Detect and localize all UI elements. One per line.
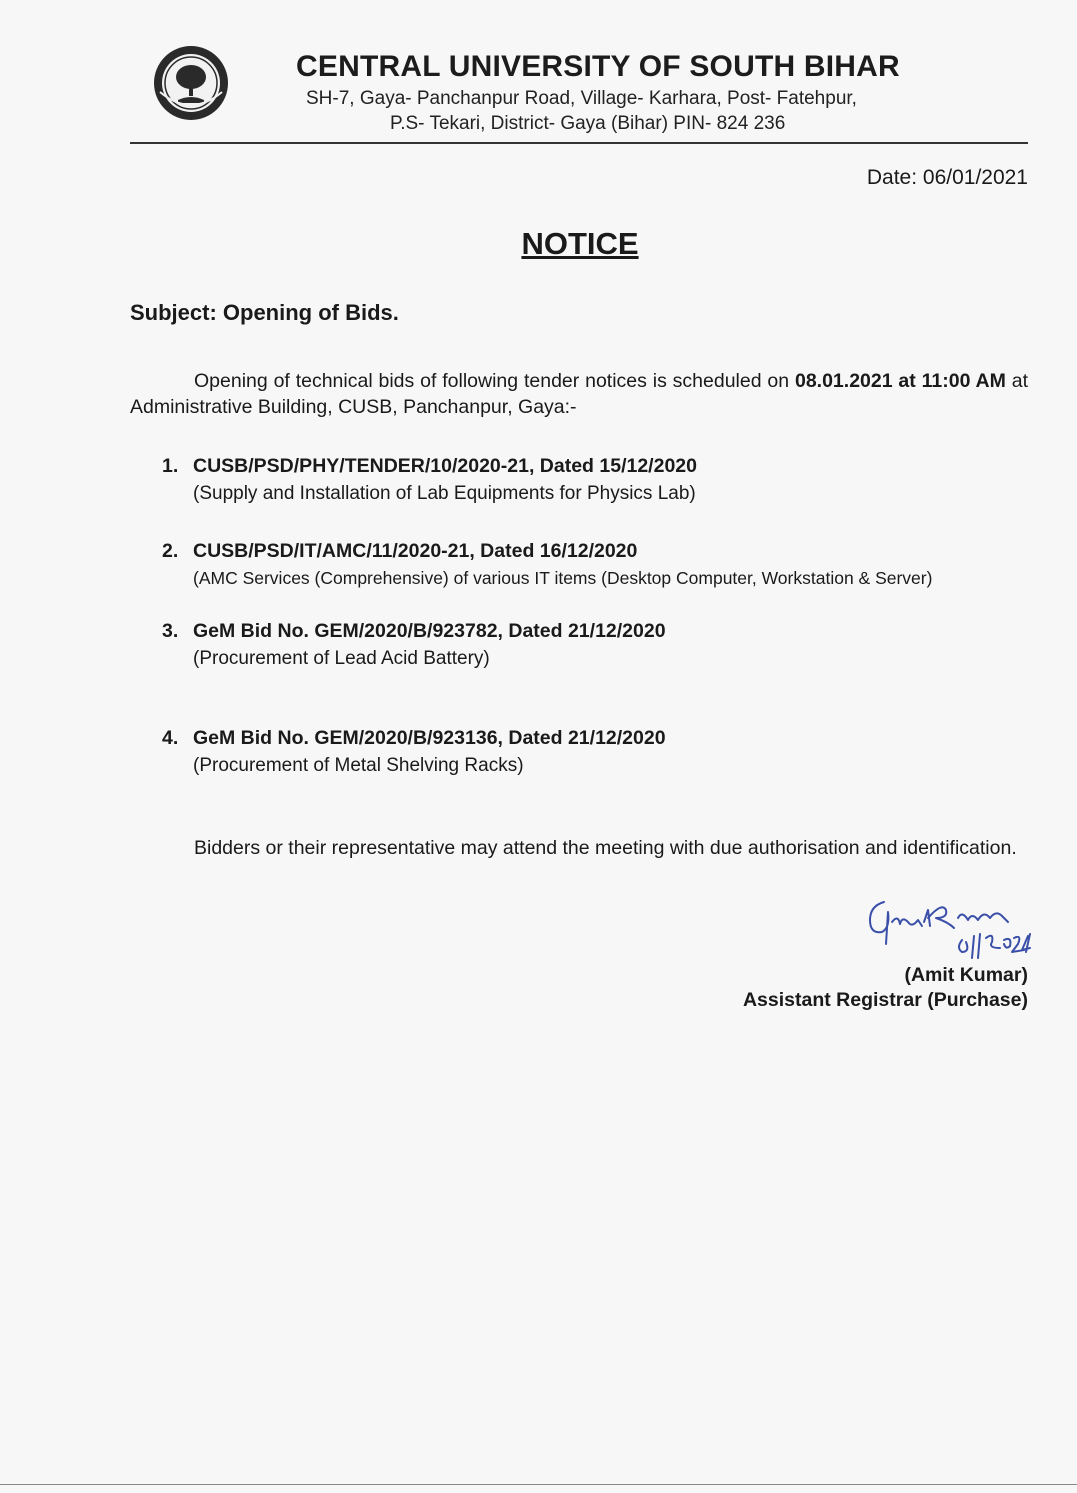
intro-paragraph — [130, 368, 1028, 420]
item-number: 4. — [162, 727, 179, 749]
item-reference: CUSB/PSD/IT/AMC/11/2020-21, Dated 16/12/2020 — [193, 540, 638, 562]
closing-paragraph — [130, 835, 1028, 861]
item-reference: GeM Bid No. GEM/2020/B/923782, Dated 21/12/2020 — [193, 620, 666, 642]
item-number: 2. — [162, 540, 179, 562]
signer-name: (Amit Kumar) — [904, 964, 1028, 986]
item-number: 3. — [162, 620, 179, 642]
item-reference: CUSB/PSD/PHY/TENDER/10/2020-21, Dated 15/12/2020 — [193, 455, 697, 477]
item-description: (Supply and Installation of Lab Equipments for Physics Lab) — [193, 483, 696, 504]
university-logo — [152, 44, 230, 122]
intro-schedule: 08.01.2021 at 11:00 AM — [794, 370, 1006, 392]
address-line-1: SH-7, Gaya- Panchanpur Road, Village- Karhara, Post- Fatehpur, — [306, 88, 857, 109]
header-divider — [130, 142, 1028, 144]
notice-title: NOTICE — [521, 226, 639, 261]
item-description: (Procurement of Metal Shelving Racks) — [193, 755, 524, 776]
closing-text: Bidders or their representative may attend the meeting with due authorisation and identification. — [194, 837, 1017, 859]
signer-title: Assistant Registrar (Purchase) — [742, 989, 1028, 1011]
address-line-2: P.S- Tekari, District- Gaya (Bihar) PIN- 824 236 — [390, 113, 786, 134]
item-number: 1. — [162, 455, 179, 477]
subject-line: Subject: Opening of Bids. — [130, 300, 399, 325]
notice-date: Date: 06/01/2021 — [866, 166, 1028, 189]
university-name: CENTRAL UNIVERSITY OF SOUTH BIHAR — [296, 50, 900, 83]
intro-text-1: Opening of technical bids of following tender notices is scheduled on — [194, 370, 795, 392]
item-reference: GeM Bid No. GEM/2020/B/923136, Dated 21/12/2020 — [193, 727, 666, 749]
item-description: (Procurement of Lead Acid Battery) — [193, 648, 490, 669]
page-edge-line — [0, 1484, 1077, 1485]
handwritten-signature — [862, 892, 1067, 970]
item-description: (AMC Services (Comprehensive) of various IT items (Desktop Computer, Workstation & Server) — [193, 568, 933, 588]
intro-text-2: at Administrative Building, CUSB, Panchanpur, Gaya:- — [130, 370, 1028, 418]
